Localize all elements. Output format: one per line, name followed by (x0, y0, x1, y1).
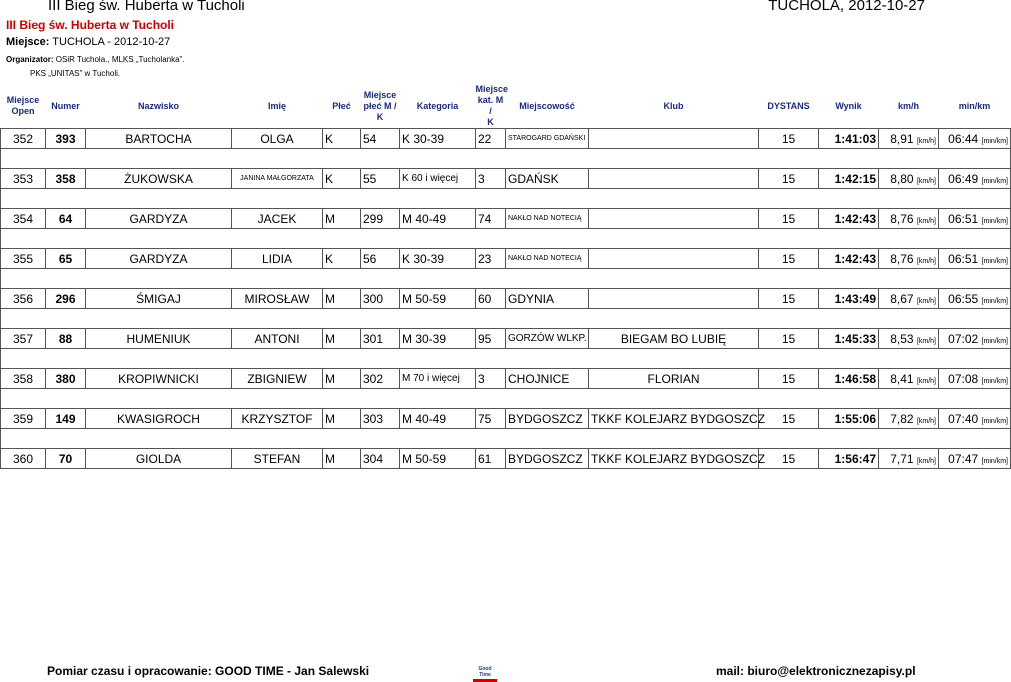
organizer-value: OSiR Tuchola., MLKS „Tucholanka”. (55, 55, 185, 64)
cell-speed (879, 169, 939, 189)
cell-bib-number: 296 (46, 289, 86, 309)
row-gap (1, 389, 1011, 409)
cell-pace (939, 169, 1011, 189)
speed-unit: [km/h] (916, 217, 936, 225)
speed-value: 7,82 (890, 411, 914, 426)
pace-unit: [min/km] (981, 297, 1008, 305)
cell-distance: 15 (759, 369, 819, 389)
table-row (1, 129, 1011, 149)
col-miejsce-kat: Miejsce kat. M / K (475, 84, 509, 127)
cell-first-name: LIDIA (232, 249, 323, 269)
cell-city: GDYNIA (506, 289, 589, 309)
header-event-title: III Bieg św. Huberta w Tucholi (48, 0, 245, 14)
cell-last-name: GIOLDA (86, 449, 232, 469)
cell-place-sex: 54 (361, 129, 400, 149)
cell-club (589, 289, 759, 309)
cell-pace (939, 369, 1011, 389)
cell-pace (939, 289, 1011, 309)
cell-place-sex: 55 (361, 169, 400, 189)
cell-place-sex: 302 (361, 369, 400, 389)
page-header (0, 0, 960, 16)
cell-sex: M (323, 449, 361, 469)
cell-club (589, 209, 759, 229)
cell-pace (939, 249, 1011, 269)
cell-place-sex: 299 (361, 209, 400, 229)
pace-unit: [min/km] (981, 457, 1008, 465)
organizer-line-2: PKS „UNITAS” w Tucholi. (30, 69, 121, 78)
speed-unit: [km/h] (916, 377, 936, 385)
cell-sex: M (323, 289, 361, 309)
cell-bib-number: 149 (46, 409, 86, 429)
cell-open-place: 354 (1, 209, 46, 229)
cell-result-time: 1:42:15 (819, 169, 879, 189)
cell-place-category: 23 (476, 249, 506, 269)
pace-unit: [min/km] (981, 417, 1008, 425)
cell-last-name: KWASIGROCH (86, 409, 232, 429)
cell-place-sex: 300 (361, 289, 400, 309)
pace-value: 06:51 (948, 251, 979, 266)
cell-pace (939, 449, 1011, 469)
cell-club: TKKF KOLEJARZ BYDGOSZCZ (589, 409, 759, 429)
organizer-line (6, 55, 184, 64)
cell-city: NAKŁO NAD NOTECIĄ (506, 209, 589, 229)
cell-sex: K (323, 129, 361, 149)
cell-result-time: 1:55:06 (819, 409, 879, 429)
footer-email: mail: biuro@elektronicznezapisy.pl (716, 664, 916, 678)
table-row (1, 169, 1011, 189)
col-plec: Płeć (332, 100, 351, 111)
pace-value: 06:55 (948, 291, 979, 306)
cell-last-name: HUMENIUK (86, 329, 232, 349)
place-line (6, 36, 170, 48)
cell-distance: 15 (759, 449, 819, 469)
pace-value: 07:02 (948, 331, 979, 346)
logo-text: Good Time (478, 666, 492, 678)
cell-category: M 40-49 (400, 409, 476, 429)
cell-city: CHOJNICE (506, 369, 589, 389)
cell-speed (879, 289, 939, 309)
place-label: Miejsce: (6, 36, 50, 48)
cell-result-time: 1:42:43 (819, 249, 879, 269)
row-gap (1, 269, 1011, 289)
cell-open-place: 360 (1, 449, 46, 469)
table-row (1, 249, 1011, 269)
cell-pace (939, 209, 1011, 229)
speed-unit: [km/h] (916, 257, 936, 265)
cell-club: FLORIAN (589, 369, 759, 389)
good-time-logo (473, 666, 497, 678)
cell-open-place: 353 (1, 169, 46, 189)
cell-distance: 15 (759, 289, 819, 309)
cell-place-category: 22 (476, 129, 506, 149)
cell-distance: 15 (759, 209, 819, 229)
cell-last-name: BARTOCHA (86, 129, 232, 149)
col-miejsce-plec: Miejsce płeć M / K (363, 89, 397, 122)
cell-speed (879, 409, 939, 429)
cell-category: M 40-49 (400, 209, 476, 229)
cell-place-category: 61 (476, 449, 506, 469)
speed-value: 8,76 (890, 211, 914, 226)
cell-club (589, 249, 759, 269)
col-kmh: km/h (897, 100, 919, 111)
cell-open-place: 355 (1, 249, 46, 269)
cell-first-name: ZBIGNIEW (232, 369, 323, 389)
cell-city: NAKŁO NAD NOTECIĄ (506, 249, 589, 269)
pace-unit: [min/km] (981, 217, 1008, 225)
cell-speed (879, 369, 939, 389)
cell-place-sex: 56 (361, 249, 400, 269)
cell-first-name: JACEK (232, 209, 323, 229)
cell-city: BYDGOSZCZ (506, 449, 589, 469)
cell-bib-number: 358 (46, 169, 86, 189)
cell-last-name: GARDYZA (86, 249, 232, 269)
row-gap (1, 189, 1011, 209)
cell-bib-number: 70 (46, 449, 86, 469)
cell-place-category: 95 (476, 329, 506, 349)
cell-pace (939, 409, 1011, 429)
cell-category: M 50-59 (400, 289, 476, 309)
cell-place-category: 75 (476, 409, 506, 429)
speed-unit: [km/h] (916, 177, 936, 185)
pace-value: 07:47 (948, 451, 979, 466)
cell-category: K 60 i więcej (400, 169, 476, 189)
cell-speed (879, 209, 939, 229)
speed-value: 8,67 (890, 291, 914, 306)
col-imie: Imię (267, 100, 286, 111)
cell-bib-number: 380 (46, 369, 86, 389)
cell-result-time: 1:45:33 (819, 329, 879, 349)
col-wynik: Wynik (835, 100, 862, 111)
cell-sex: M (323, 409, 361, 429)
cell-place-category: 60 (476, 289, 506, 309)
table-row (1, 369, 1011, 389)
col-nazwisko: Nazwisko (137, 100, 179, 111)
cell-sex: M (323, 329, 361, 349)
cell-category: K 30-39 (400, 129, 476, 149)
cell-club: BIEGAM BO LUBIĘ (589, 329, 759, 349)
results-body (1, 129, 1011, 469)
cell-last-name: ŻUKOWSKA (86, 169, 232, 189)
col-dystans: DYSTANS (767, 100, 810, 111)
col-minkm: min/km (958, 100, 991, 111)
row-gap (1, 229, 1011, 249)
pace-value: 06:49 (948, 171, 979, 186)
cell-first-name: JANINA MAŁGORZATA (232, 169, 323, 189)
cell-sex: M (323, 369, 361, 389)
cell-pace (939, 329, 1011, 349)
row-gap (1, 349, 1011, 369)
footer-timing-credit: Pomiar czasu i opracowanie: GOOD TIME - Jan Salewski (47, 664, 370, 678)
cell-speed (879, 329, 939, 349)
cell-open-place: 356 (1, 289, 46, 309)
table-row (1, 449, 1011, 469)
speed-unit: [km/h] (916, 297, 936, 305)
pace-value: 06:51 (948, 211, 979, 226)
cell-speed (879, 129, 939, 149)
col-klub: Klub (663, 100, 684, 111)
cell-city: GDAŃSK (506, 169, 589, 189)
results-table (0, 84, 1011, 469)
cell-club (589, 129, 759, 149)
cell-speed (879, 449, 939, 469)
pace-unit: [min/km] (981, 337, 1008, 345)
table-header-row (1, 84, 1011, 129)
cell-result-time: 1:56:47 (819, 449, 879, 469)
cell-bib-number: 88 (46, 329, 86, 349)
cell-bib-number: 64 (46, 209, 86, 229)
cell-open-place: 358 (1, 369, 46, 389)
cell-city: BYDGOSZCZ (506, 409, 589, 429)
cell-first-name: ANTONI (232, 329, 323, 349)
row-gap (1, 149, 1011, 169)
cell-place-category: 3 (476, 169, 506, 189)
cell-city: STAROGARD GDAŃSKI (506, 129, 589, 149)
cell-result-time: 1:43:49 (819, 289, 879, 309)
cell-place-sex: 303 (361, 409, 400, 429)
speed-unit: [km/h] (916, 417, 936, 425)
cell-first-name: OLGA (232, 129, 323, 149)
cell-place-category: 74 (476, 209, 506, 229)
cell-pace (939, 129, 1011, 149)
cell-category: M 50-59 (400, 449, 476, 469)
speed-value: 8,76 (890, 251, 914, 266)
cell-first-name: STEFAN (232, 449, 323, 469)
pace-unit: [min/km] (981, 137, 1008, 145)
pace-unit: [min/km] (981, 177, 1008, 185)
cell-last-name: ŚMIGAJ (86, 289, 232, 309)
cell-last-name: GARDYZA (86, 209, 232, 229)
cell-result-time: 1:46:58 (819, 369, 879, 389)
event-title: III Bieg św. Huberta w Tucholi (6, 18, 175, 32)
speed-value: 8,91 (890, 131, 914, 146)
table-row (1, 329, 1011, 349)
table-row (1, 289, 1011, 309)
cell-category: K 30-39 (400, 249, 476, 269)
speed-value: 8,41 (890, 371, 914, 386)
cell-club (589, 169, 759, 189)
cell-sex: M (323, 209, 361, 229)
cell-last-name: KROPIWNICKI (86, 369, 232, 389)
pace-value: 07:08 (948, 371, 979, 386)
cell-category: M 30-39 (400, 329, 476, 349)
row-gap (1, 309, 1011, 329)
speed-value: 8,53 (890, 331, 914, 346)
pace-unit: [min/km] (981, 257, 1008, 265)
cell-distance: 15 (759, 409, 819, 429)
cell-distance: 15 (759, 249, 819, 269)
cell-city: GORZÓW WLKP. (506, 329, 589, 349)
cell-distance: 15 (759, 329, 819, 349)
speed-unit: [km/h] (916, 137, 936, 145)
cell-speed (879, 249, 939, 269)
cell-sex: K (323, 169, 361, 189)
speed-value: 8,80 (890, 171, 914, 186)
header-place-date: TUCHOLA, 2012-10-27 (768, 0, 925, 14)
speed-unit: [km/h] (916, 457, 936, 465)
col-numer: Numer (51, 100, 80, 111)
cell-bib-number: 393 (46, 129, 86, 149)
table-row (1, 209, 1011, 229)
cell-club: TKKF KOLEJARZ BYDGOSZCZ (589, 449, 759, 469)
organizer-label: Organizator: (6, 55, 54, 64)
cell-sex: K (323, 249, 361, 269)
cell-first-name: MIROSŁAW (232, 289, 323, 309)
cell-place-sex: 304 (361, 449, 400, 469)
cell-category: M 70 i więcej (400, 369, 476, 389)
speed-unit: [km/h] (916, 337, 936, 345)
cell-distance: 15 (759, 129, 819, 149)
row-gap (1, 429, 1011, 449)
place-value: TUCHOLA - 2012-10-27 (52, 36, 171, 48)
col-kategoria: Kategoria (416, 100, 459, 111)
col-miejsce-open: Miejsce Open (6, 95, 40, 116)
pace-value: 07:40 (948, 411, 979, 426)
cell-distance: 15 (759, 169, 819, 189)
col-miejscowosc: Miejscowość (519, 100, 575, 111)
cell-open-place: 352 (1, 129, 46, 149)
cell-open-place: 359 (1, 409, 46, 429)
cell-open-place: 357 (1, 329, 46, 349)
speed-value: 7,71 (890, 451, 914, 466)
cell-place-sex: 301 (361, 329, 400, 349)
pace-unit: [min/km] (981, 377, 1008, 385)
cell-place-category: 3 (476, 369, 506, 389)
pace-value: 06:44 (948, 131, 979, 146)
table-row (1, 409, 1011, 429)
cell-result-time: 1:42:43 (819, 209, 879, 229)
cell-result-time: 1:41:03 (819, 129, 879, 149)
cell-first-name: KRZYSZTOF (232, 409, 323, 429)
cell-bib-number: 65 (46, 249, 86, 269)
